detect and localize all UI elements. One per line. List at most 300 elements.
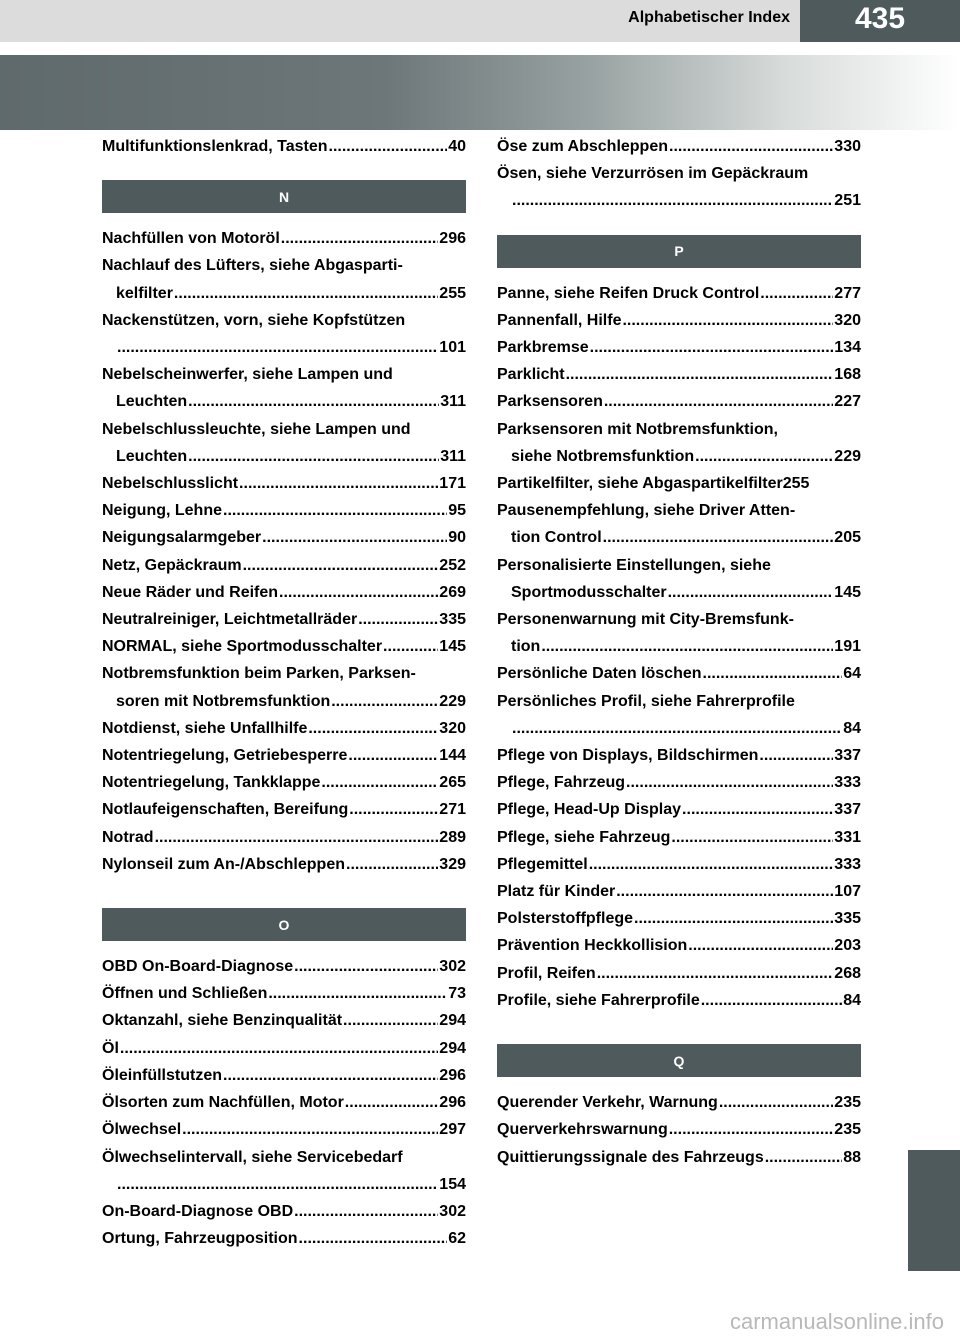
index-entry-line xyxy=(102,1089,466,1116)
index-entry-line xyxy=(497,1116,861,1143)
index-entry-line xyxy=(497,443,861,470)
page-ref: 289 xyxy=(439,828,466,846)
thumb-index-tab xyxy=(908,1150,960,1271)
index-entry-line xyxy=(497,1144,861,1171)
page-ref: 203 xyxy=(834,937,861,955)
page-ref: 255 xyxy=(439,284,466,302)
dot-leader xyxy=(383,633,438,660)
index-entry xyxy=(102,307,466,361)
entry-text: Sportmodusschalter xyxy=(511,583,667,601)
dot-leader xyxy=(243,552,439,579)
dot-leader xyxy=(603,524,834,551)
entry-text: Oktanzahl, siehe Benzinqualität xyxy=(102,1012,343,1030)
page-ref: 302 xyxy=(439,958,466,976)
entry-text: tion Control xyxy=(511,529,602,547)
dot-leader xyxy=(239,470,438,497)
dot-leader xyxy=(279,579,438,606)
page-ref: 269 xyxy=(439,583,466,601)
index-entry xyxy=(497,851,861,878)
entry-text: Parklicht xyxy=(497,366,565,384)
index-entry xyxy=(497,1144,861,1171)
page-ref: 95 xyxy=(448,502,466,520)
index-entry xyxy=(102,1062,466,1089)
entry-text: OBD On-Board-Diagnose xyxy=(102,958,294,976)
index-entry xyxy=(102,1198,466,1225)
index-entry xyxy=(102,824,466,851)
index-entry xyxy=(102,715,466,742)
index-entry xyxy=(102,953,466,980)
index-entry-line xyxy=(497,660,861,687)
page-ref: 337 xyxy=(834,747,861,765)
page-ref: 235 xyxy=(834,1121,861,1139)
dot-leader xyxy=(299,1225,448,1252)
index-entry-line xyxy=(497,742,861,769)
index-entry xyxy=(102,133,466,160)
page-ref: 297 xyxy=(439,1121,466,1139)
index-entry-line xyxy=(497,524,861,551)
entry-text: Öffnen und Schließen xyxy=(102,985,268,1003)
index-entry xyxy=(102,1007,466,1034)
index-entry xyxy=(102,252,466,306)
index-entry-line xyxy=(102,361,466,388)
entry-text: Pflege, Head-Up Display xyxy=(497,801,682,819)
dot-leader xyxy=(701,987,842,1014)
dot-leader xyxy=(703,660,843,687)
entry-text: Pausenempfehlung, siehe Driver Atten- xyxy=(497,502,796,520)
dot-leader xyxy=(331,688,438,715)
page-ref: 296 xyxy=(439,1066,466,1084)
index-entry-line xyxy=(102,1116,466,1143)
spacer xyxy=(102,160,466,180)
entry-text: Polsterstoffpflege xyxy=(497,910,634,928)
watermark: carmanualsonline.info xyxy=(729,1309,944,1334)
dot-leader xyxy=(343,1007,438,1034)
index-entry-line xyxy=(497,361,861,388)
entry-text: Profile, siehe Fahrerprofile xyxy=(497,991,700,1009)
page-ref: 84 xyxy=(843,719,861,737)
index-entry xyxy=(497,133,861,160)
index-entry xyxy=(102,361,466,415)
index-column-left xyxy=(102,133,466,1252)
page-ref: 331 xyxy=(834,828,861,846)
entry-text: Persönliche Daten löschen xyxy=(497,665,702,683)
dot-leader xyxy=(541,633,833,660)
page-ref: 277 xyxy=(834,284,861,302)
index-entry-line xyxy=(102,225,466,252)
entry-text: Parkbremse xyxy=(497,339,589,357)
entry-text: Öl xyxy=(102,1039,119,1057)
page-number: 435 xyxy=(854,2,906,35)
dot-leader xyxy=(345,1089,439,1116)
index-entry xyxy=(497,334,861,361)
entry-text: soren mit Notbremsfunktion xyxy=(116,692,331,710)
index-entry xyxy=(497,796,861,823)
entry-text: Platz für Kinder xyxy=(497,883,616,901)
section-title: Alphabetischer Index xyxy=(628,9,790,26)
entry-text: Nebelscheinwerfer, siehe Lampen und xyxy=(102,366,393,384)
index-entry xyxy=(497,470,861,497)
index-entry-line xyxy=(497,606,861,633)
page-ref: 251 xyxy=(834,192,861,210)
spacer xyxy=(102,878,466,908)
page-ref: 333 xyxy=(834,855,861,873)
dot-leader xyxy=(626,769,833,796)
dot-leader xyxy=(223,1062,438,1089)
entry-text: Notdienst, siehe Unfallhilfe xyxy=(102,719,308,737)
index-entry-line xyxy=(497,905,861,932)
dot-leader xyxy=(281,225,439,252)
page-ref: 62 xyxy=(448,1230,466,1248)
index-entry-line xyxy=(102,660,466,687)
dot-leader xyxy=(188,443,439,470)
index-entry-line xyxy=(102,1007,466,1034)
index-entry-line xyxy=(102,742,466,769)
entry-text: Pflege, Fahrzeug xyxy=(497,774,626,792)
page-ref: 311 xyxy=(440,393,466,411)
index-entry-line xyxy=(102,769,466,796)
entry-text: Parksensoren xyxy=(497,393,603,411)
index-entry xyxy=(497,361,861,388)
index-entry xyxy=(497,987,861,1014)
index-entry-line xyxy=(497,688,861,715)
dot-leader xyxy=(188,388,439,415)
index-entry-line xyxy=(497,133,861,160)
dot-leader xyxy=(597,960,834,987)
page-ref: 227 xyxy=(834,393,861,411)
dot-leader xyxy=(294,953,438,980)
entry-text: Nachlauf des Lüfters, siehe Abgasparti- xyxy=(102,257,403,275)
index-entry-line xyxy=(102,851,466,878)
index-entry-line xyxy=(102,953,466,980)
dot-leader xyxy=(329,133,448,160)
page-ref: 235 xyxy=(834,1094,861,1112)
dot-leader xyxy=(223,497,447,524)
index-entry-line xyxy=(497,579,861,606)
index-entry-line xyxy=(102,824,466,851)
entry-text: Nylonseil zum An-/Abschleppen xyxy=(102,855,345,873)
index-entry-line xyxy=(497,932,861,959)
index-entry-line xyxy=(102,1062,466,1089)
dot-leader xyxy=(182,1116,438,1143)
dot-leader xyxy=(348,742,438,769)
entry-text: Notrad xyxy=(102,828,154,846)
entry-text: tion xyxy=(511,638,541,656)
entry-text: Nebelschlusslicht xyxy=(102,475,239,493)
entry-text: Multifunktionslenkrad, Tasten xyxy=(102,138,328,155)
index-entry-line xyxy=(102,715,466,742)
index-entry xyxy=(102,470,466,497)
index-entry-line xyxy=(102,307,466,334)
entry-text: Neutralreiniger, Leichtmetallräder xyxy=(102,611,358,629)
index-entry-line xyxy=(497,824,861,851)
page-ref: 271 xyxy=(439,801,466,819)
index-entry-line xyxy=(102,1198,466,1225)
entry-text: Neue Räder und Reifen xyxy=(102,583,279,601)
entry-text: Leuchten xyxy=(116,393,188,411)
dot-leader xyxy=(566,361,834,388)
page-ref: 320 xyxy=(439,719,466,737)
entry-text: Öleinfüllstutzen xyxy=(102,1066,222,1084)
entry-text: Parksensoren mit Notbremsfunktion, xyxy=(497,420,778,438)
dot-leader xyxy=(604,388,833,415)
index-entry xyxy=(497,416,861,470)
letter-header: P xyxy=(497,235,861,268)
index-entry xyxy=(497,824,861,851)
page-ref: 329 xyxy=(439,855,466,873)
letter-header: Q xyxy=(497,1044,861,1077)
index-entry xyxy=(497,1116,861,1143)
spacer xyxy=(102,941,466,953)
index-entry xyxy=(102,579,466,606)
index-entry-line xyxy=(497,470,861,497)
entry-text: Ösen, siehe Verzurrösen im Gepäckraum xyxy=(497,165,809,183)
entry-text: siehe Notbremsfunktion xyxy=(511,447,695,465)
entry-text: Neigung, Lehne xyxy=(102,502,222,520)
spacer xyxy=(497,1077,861,1089)
dot-leader xyxy=(669,1116,834,1143)
page-ref: 335 xyxy=(834,910,861,928)
index-entry-line xyxy=(102,1144,466,1171)
letter-header: O xyxy=(102,908,466,941)
index-entry-line xyxy=(102,552,466,579)
index-entry xyxy=(497,160,861,214)
index-entry xyxy=(102,980,466,1007)
index-entry xyxy=(102,1225,466,1252)
dot-leader xyxy=(512,715,842,742)
entry-text: Nackenstützen, vorn, siehe Kopfstützen xyxy=(102,311,406,329)
dot-leader xyxy=(668,579,834,606)
page-ref: 229 xyxy=(439,692,466,710)
index-entry xyxy=(497,905,861,932)
page-ref: 268 xyxy=(834,964,861,982)
index-entry xyxy=(497,769,861,796)
dot-leader xyxy=(590,334,834,361)
page-ref: 40 xyxy=(448,138,466,155)
index-entry xyxy=(497,878,861,905)
page-ref: 88 xyxy=(843,1148,861,1166)
index-entry xyxy=(102,1144,466,1198)
index-entry-line xyxy=(102,497,466,524)
entry-text: Notentriegelung, Getriebesperre xyxy=(102,747,348,765)
index-entry-line xyxy=(102,388,466,415)
entry-text: Ölwechselintervall, siehe Servicebedarf xyxy=(102,1148,403,1166)
entry-text: Pflege, siehe Fahrzeug xyxy=(497,828,671,846)
index-entry-line xyxy=(497,307,861,334)
dot-leader xyxy=(671,824,833,851)
entry-text: Profil, Reifen xyxy=(497,964,596,982)
index-entry-line xyxy=(497,960,861,987)
entry-text: On-Board-Diagnose OBD xyxy=(102,1202,294,1220)
dot-leader xyxy=(321,769,438,796)
entry-text: Ölsorten zum Nachfüllen, Motor xyxy=(102,1094,344,1112)
entry-text: Nachfüllen von Motoröl xyxy=(102,230,280,248)
page-ref: 134 xyxy=(834,339,861,357)
dot-leader xyxy=(634,905,833,932)
index-entry xyxy=(102,524,466,551)
index-entry-line xyxy=(102,524,466,551)
dot-leader xyxy=(117,334,438,361)
index-entry-line xyxy=(497,160,861,187)
spacer xyxy=(497,1014,861,1044)
page-ref: 84 xyxy=(843,991,861,1009)
dot-leader xyxy=(719,1089,833,1116)
index-entry xyxy=(102,660,466,714)
dot-leader xyxy=(622,307,833,334)
entry-text: Pflege von Displays, Bildschirmen xyxy=(497,747,759,765)
page-ref: 311 xyxy=(440,447,466,465)
page-ref: 302 xyxy=(439,1202,466,1220)
page-ref: 73 xyxy=(448,985,466,1003)
page-ref: 205 xyxy=(834,529,861,547)
letter-header: N xyxy=(102,180,466,213)
dot-leader xyxy=(512,187,833,214)
entry-text: Querender Verkehr, Warnung xyxy=(497,1094,718,1112)
index-entry xyxy=(497,552,861,606)
page-ref: 320 xyxy=(834,311,861,329)
index-entry xyxy=(102,225,466,252)
page-ref: 145 xyxy=(439,638,466,656)
dot-leader xyxy=(268,980,447,1007)
dot-leader xyxy=(616,878,833,905)
index-column-right xyxy=(497,133,861,1171)
index-entry xyxy=(497,307,861,334)
entry-text: Personalisierte Einstellungen, siehe xyxy=(497,556,771,574)
entry-text: Notentriegelung, Tankklappe xyxy=(102,774,321,792)
index-entry xyxy=(102,742,466,769)
spacer xyxy=(497,215,861,235)
page-ref: 294 xyxy=(439,1039,466,1057)
entry-text: NORMAL, siehe Sportmodusschalter xyxy=(102,638,383,656)
index-entry-line xyxy=(102,1225,466,1252)
entry-text: Prävention Heckkollision xyxy=(497,937,688,955)
index-entry xyxy=(497,932,861,959)
index-entry-line xyxy=(102,133,466,160)
page-ref: 296 xyxy=(439,1094,466,1112)
chapter-banner xyxy=(0,55,960,130)
dot-leader xyxy=(669,133,833,160)
index-entry-line xyxy=(497,633,861,660)
index-entry-line xyxy=(102,606,466,633)
index-entry-line xyxy=(497,987,861,1014)
entry-text: Notbremsfunktion beim Parken, Parksen- xyxy=(102,665,416,683)
spacer xyxy=(497,268,861,280)
page-ref: 64 xyxy=(843,665,861,683)
index-entry-line xyxy=(497,280,861,307)
index-entry xyxy=(497,660,861,687)
dot-leader xyxy=(688,932,833,959)
dot-leader xyxy=(358,606,438,633)
spacer xyxy=(102,213,466,225)
index-entry-line xyxy=(102,579,466,606)
index-entry-line xyxy=(497,715,861,742)
index-entry xyxy=(102,416,466,470)
entry-text: Netz, Gepäckraum xyxy=(102,556,242,574)
dot-leader xyxy=(308,715,438,742)
entry-text: Notlaufeigenschaften, Bereifung xyxy=(102,801,349,819)
dot-leader xyxy=(589,851,834,878)
index-entry-line xyxy=(497,878,861,905)
entry-text: Querverkehrswarnung xyxy=(497,1121,668,1139)
index-entry-line xyxy=(102,1035,466,1062)
page-ref: 168 xyxy=(834,366,861,384)
dot-leader xyxy=(262,524,447,551)
dot-leader xyxy=(759,742,833,769)
index-entry-line xyxy=(102,334,466,361)
index-entry-line xyxy=(497,1089,861,1116)
index-entry xyxy=(497,388,861,415)
entry-text: Pflegemittel xyxy=(497,855,588,873)
page-ref: 296 xyxy=(439,230,466,248)
dot-leader xyxy=(155,824,439,851)
dot-leader xyxy=(174,280,438,307)
dot-leader xyxy=(349,796,438,823)
entry-text: kelfilter xyxy=(116,284,173,302)
index-entry-line xyxy=(497,552,861,579)
index-entry-line xyxy=(102,443,466,470)
page-ref: 337 xyxy=(834,801,861,819)
page-ref: 145 xyxy=(834,583,861,601)
dot-leader xyxy=(120,1035,438,1062)
dot-leader xyxy=(294,1198,438,1225)
index-entry-line xyxy=(497,497,861,524)
index-entry xyxy=(102,497,466,524)
index-entry-line xyxy=(497,796,861,823)
entry-text: Partikelfilter, siehe Abgaspartikelfilter255 xyxy=(497,475,810,493)
page-ref: 252 xyxy=(439,556,466,574)
index-entry xyxy=(102,633,466,660)
dot-leader xyxy=(682,796,833,823)
index-entry-line xyxy=(102,688,466,715)
dot-leader xyxy=(765,1144,842,1171)
page-ref: 171 xyxy=(439,475,466,493)
index-entry xyxy=(102,769,466,796)
page-ref: 335 xyxy=(439,611,466,629)
index-entry xyxy=(102,851,466,878)
index-entry-line xyxy=(102,470,466,497)
index-entry xyxy=(497,280,861,307)
page-ref: 90 xyxy=(448,529,466,547)
index-entry-line xyxy=(497,851,861,878)
index-entry-line xyxy=(497,187,861,214)
index-entry-line xyxy=(497,769,861,796)
index-entry xyxy=(102,1089,466,1116)
index-entry-line xyxy=(102,252,466,279)
index-entry xyxy=(497,497,861,551)
index-entry xyxy=(102,1035,466,1062)
index-entry-line xyxy=(102,280,466,307)
index-entry-line xyxy=(497,388,861,415)
index-entry xyxy=(497,742,861,769)
entry-text: Öse zum Abschleppen xyxy=(497,138,668,155)
entry-text: Pannenfall, Hilfe xyxy=(497,311,622,329)
page-ref: 265 xyxy=(439,774,466,792)
page-ref: 229 xyxy=(834,447,861,465)
entry-text: Quittierungssignale des Fahrzeugs xyxy=(497,1148,764,1166)
page-ref: 294 xyxy=(439,1012,466,1030)
index-entry-line xyxy=(497,416,861,443)
entry-text: Ölwechsel xyxy=(102,1121,182,1139)
entry-text: Nebelschlussleuchte, siehe Lampen und xyxy=(102,420,411,438)
page-ref: 101 xyxy=(439,339,466,357)
index-entry-line xyxy=(102,1171,466,1198)
entry-text: Panne, siehe Reifen Druck Control xyxy=(497,284,760,302)
index-entry xyxy=(102,552,466,579)
index-entry-line xyxy=(102,633,466,660)
page-ref: 191 xyxy=(834,638,861,656)
dot-leader xyxy=(117,1171,438,1198)
dot-leader xyxy=(346,851,438,878)
index-entry xyxy=(497,688,861,742)
